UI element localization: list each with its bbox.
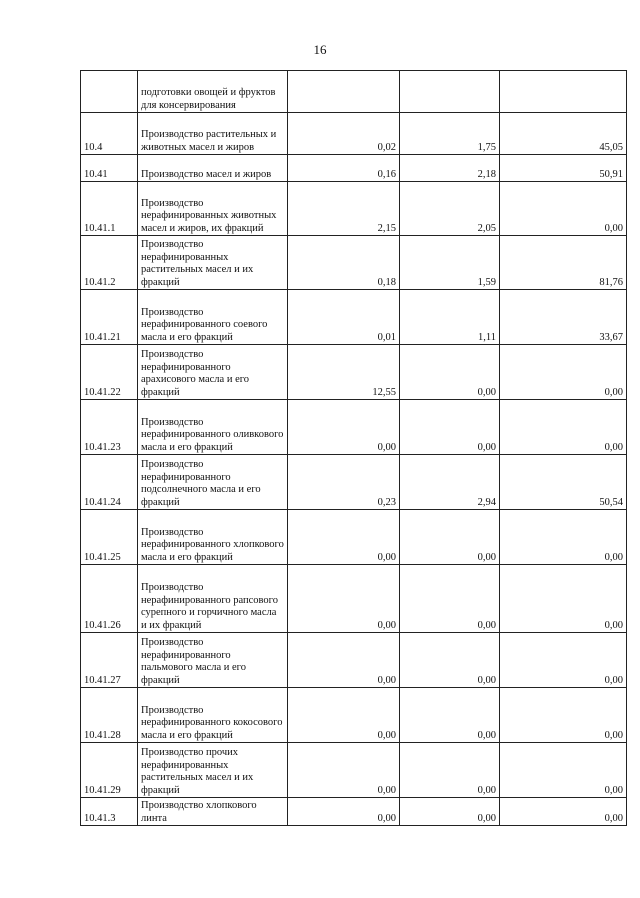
row-name: Производство масел и жиров [138,155,288,182]
table-row [81,155,627,182]
table-row [81,565,627,633]
row-code: 10.41.1 [81,182,138,236]
row-value-3: 0,00 [500,345,627,400]
row-value-3: 0,00 [500,510,627,565]
row-value-1: 0,00 [288,510,400,565]
row-code: 10.41.29 [81,743,138,798]
row-code: 10.41 [81,155,138,182]
row-value-2: 0,00 [400,400,500,455]
row-value-2: 0,00 [400,510,500,565]
page-number: 16 [313,42,327,57]
table-row [81,510,627,565]
row-value-3: 50,54 [500,455,627,510]
row-code: 10.41.3 [81,798,138,826]
row-value-1: 0,02 [288,113,400,155]
row-value-3: 81,76 [500,236,627,290]
row-value-3: 33,67 [500,290,627,345]
row-code: 10.41.25 [81,510,138,565]
row-value-3: 50,91 [500,155,627,182]
row-name: Производство прочих нерафинированных растительных масел и их фракций [138,743,288,798]
row-value-1: 2,15 [288,182,400,236]
row-value-1: 0,00 [288,688,400,743]
row-name: Производство нерафинированного подсолнечного масла и его фракций [138,455,288,510]
row-value-3: 0,00 [500,743,627,798]
row-name: подготовки овощей и фруктов для консервирования [138,71,288,113]
row-value-2: 0,00 [400,743,500,798]
row-name: Производство нерафинированного рапсового сурепного и горчичного масла и их фракций [138,565,288,633]
row-name: Производство нерафинированного соевого масла и его фракций [138,290,288,345]
table-row [81,113,627,155]
row-code: 10.41.26 [81,565,138,633]
table-row [81,455,627,510]
row-value-1: 0,00 [288,633,400,688]
row-name: Производство нерафинированного арахисового масла и его фракций [138,345,288,400]
table-row [81,743,627,798]
row-value-2: 2,18 [400,155,500,182]
row-value-3: 0,00 [500,688,627,743]
row-code: 10.41.24 [81,455,138,510]
table-row [81,400,627,455]
row-value-1: 12,55 [288,345,400,400]
row-value-3: 0,00 [500,798,627,826]
row-value-3: 0,00 [500,182,627,236]
row-value-1: 0,00 [288,565,400,633]
row-value-1: 0,16 [288,155,400,182]
row-value-3: 45,05 [500,113,627,155]
row-code: 10.41.28 [81,688,138,743]
row-value-3 [500,71,627,113]
row-value-1: 0,23 [288,455,400,510]
row-code: 10.41.21 [81,290,138,345]
row-name: Производство нерафинированного оливкового масла и его фракций [138,400,288,455]
row-name: Производство хлопкового линта [138,798,288,826]
row-value-2: 0,00 [400,345,500,400]
row-value-1: 0,00 [288,400,400,455]
table-row [81,290,627,345]
row-value-2: 0,00 [400,798,500,826]
row-value-2 [400,71,500,113]
row-name: Производство нерафинированного кокосового масла и его фракций [138,688,288,743]
row-value-1: 0,01 [288,290,400,345]
table-row [81,633,627,688]
row-value-3: 0,00 [500,400,627,455]
row-name: Производство нерафинированного хлопкового масла и его фракций [138,510,288,565]
row-name: Производство растительных и животных масел и жиров [138,113,288,155]
row-value-1 [288,71,400,113]
row-value-2: 2,05 [400,182,500,236]
table-body [81,71,627,826]
table-row [81,71,627,113]
row-value-1: 0,00 [288,743,400,798]
table-row [81,236,627,290]
row-value-2: 0,00 [400,633,500,688]
row-code: 10.4 [81,113,138,155]
row-name: Производство нерафинированных животных масел и жиров, их фракций [138,182,288,236]
row-value-2: 2,94 [400,455,500,510]
row-value-2: 1,59 [400,236,500,290]
row-value-2: 0,00 [400,688,500,743]
row-code: 10.41.22 [81,345,138,400]
row-value-2: 1,11 [400,290,500,345]
data-table [80,70,627,826]
row-value-1: 0,18 [288,236,400,290]
row-value-3: 0,00 [500,633,627,688]
row-value-2: 1,75 [400,113,500,155]
table-row [81,182,627,236]
table-row [81,688,627,743]
table-row [81,345,627,400]
row-name: Производство нерафинированных растительных масел и их фракций [138,236,288,290]
row-code: 10.41.23 [81,400,138,455]
row-code: 10.41.27 [81,633,138,688]
row-value-3: 0,00 [500,565,627,633]
row-code: 10.41.2 [81,236,138,290]
row-code [81,71,138,113]
table-row [81,798,627,826]
row-name: Производство нерафинированного пальмового масла и его фракций [138,633,288,688]
row-value-2: 0,00 [400,565,500,633]
row-value-1: 0,00 [288,798,400,826]
